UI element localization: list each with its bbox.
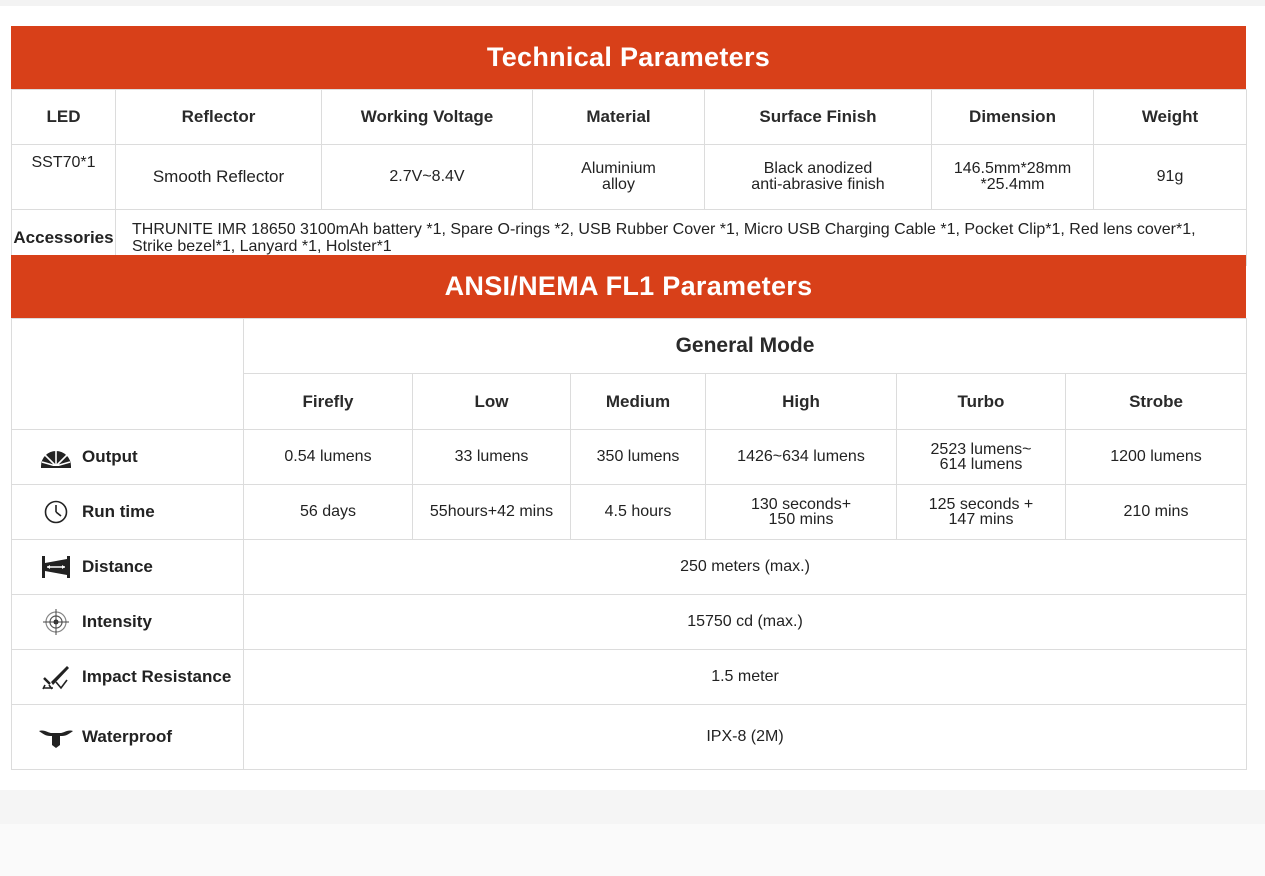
top-strip <box>0 0 1265 6</box>
value-led <box>12 145 116 210</box>
output-row <box>12 430 1247 485</box>
impact-label: Impact Resistance <box>82 667 232 686</box>
distance-icon <box>36 553 76 581</box>
output-firefly: 0.54 lumens <box>244 430 413 485</box>
technical-header-row <box>12 90 1247 145</box>
runtime-firefly: 56 days <box>244 485 413 540</box>
general-mode-row <box>12 319 1247 374</box>
finish-line-2: anti-abrasive finish <box>751 176 885 193</box>
accessories-line-1: THRUNITE IMR 18650 3100mAh battery *1, Spare O-rings *2, USB Rubber Cover *1, Micro USB Charging Cable *1, Pocket Clip*1, Red lens cover*1, <box>132 220 1196 238</box>
value-reflector <box>116 145 322 210</box>
runtime-turbo-line-2: 147 mins <box>948 511 1014 528</box>
finish-line-1: Black anodized <box>763 160 873 177</box>
runtime-medium: 4.5 hours <box>571 485 706 540</box>
output-turbo-line-1: 2523 lumens~ <box>930 441 1032 458</box>
header-working-voltage: Working Voltage <box>322 90 533 145</box>
bottom-strip <box>0 790 1265 824</box>
runtime-high-line-2: 150 mins <box>768 511 834 528</box>
waterproof-label-cell <box>12 705 244 770</box>
output-low: 33 lumens <box>413 430 571 485</box>
distance-row <box>12 540 1247 595</box>
mode-strobe: Strobe <box>1066 374 1247 430</box>
dimension-line-1: 146.5mm*28mm <box>953 160 1072 177</box>
runtime-low: 55hours+42 mins <box>413 485 571 540</box>
impact-value: 1.5 meter <box>244 650 1247 705</box>
technical-parameters-title: Technical Parameters <box>486 42 771 72</box>
reflector-value: Smooth Reflector <box>152 167 285 186</box>
output-icon <box>36 443 76 471</box>
ansi-parameters-table <box>11 318 1247 770</box>
output-medium: 350 lumens <box>571 430 706 485</box>
mode-low: Low <box>413 374 571 430</box>
technical-value-row <box>12 145 1247 210</box>
distance-label: Distance <box>82 557 153 576</box>
runtime-row <box>12 485 1247 540</box>
impact-icon <box>36 663 76 691</box>
output-turbo-line-2: 614 lumens <box>939 456 1023 473</box>
accessories-line-2: Strike bezel*1, Lanyard *1, Holster*1 <box>132 237 392 255</box>
runtime-high-line-1: 130 seconds+ <box>750 496 852 513</box>
led-value: SST70*1 <box>31 154 96 171</box>
impact-label-cell <box>12 650 244 705</box>
technical-parameters-banner <box>11 26 1246 89</box>
mode-turbo: Turbo <box>897 374 1066 430</box>
distance-label-cell <box>12 540 244 595</box>
header-weight: Weight <box>1094 90 1247 145</box>
intensity-row <box>12 595 1247 650</box>
output-high: 1426~634 lumens <box>706 430 897 485</box>
intensity-value: 15750 cd (max.) <box>244 595 1247 650</box>
material-line-1: Aluminium <box>581 160 656 177</box>
output-label: Output <box>82 447 138 466</box>
voltage-value: 2.7V~8.4V <box>389 168 465 185</box>
waterproof-icon <box>36 723 76 751</box>
runtime-turbo <box>897 485 1066 540</box>
value-weight <box>1094 145 1247 210</box>
bottom-area <box>0 824 1265 876</box>
header-reflector: Reflector <box>116 90 322 145</box>
runtime-label: Run time <box>82 502 155 521</box>
intensity-label-cell <box>12 595 244 650</box>
intensity-label: Intensity <box>82 612 152 631</box>
output-strobe: 1200 lumens <box>1066 430 1247 485</box>
impact-row <box>12 650 1247 705</box>
ansi-parameters-title: ANSI/NEMA FL1 Parameters <box>444 271 813 301</box>
header-material: Material <box>533 90 705 145</box>
mode-high: High <box>706 374 897 430</box>
material-line-2: alloy <box>602 176 635 193</box>
value-material <box>533 145 705 210</box>
distance-value: 250 meters (max.) <box>244 540 1247 595</box>
header-surface-finish: Surface Finish <box>705 90 932 145</box>
header-dimension: Dimension <box>932 90 1094 145</box>
output-turbo <box>897 430 1066 485</box>
waterproof-row <box>12 705 1247 770</box>
waterproof-label: Waterproof <box>82 727 173 746</box>
runtime-label-cell <box>12 485 244 540</box>
dimension-line-2: *25.4mm <box>980 176 1045 193</box>
weight-value: 91g <box>1156 168 1184 185</box>
clock-icon <box>36 498 76 526</box>
value-surface-finish <box>705 145 932 210</box>
value-dimension <box>932 145 1094 210</box>
technical-parameters-table <box>11 89 1247 266</box>
value-working-voltage <box>322 145 533 210</box>
mode-firefly: Firefly <box>244 374 413 430</box>
runtime-turbo-line-1: 125 seconds + <box>928 496 1034 513</box>
general-mode-title: General Mode <box>244 319 1247 374</box>
runtime-high <box>706 485 897 540</box>
target-icon <box>36 608 76 636</box>
ansi-parameters-banner <box>11 255 1246 318</box>
accessories-label: Accessories <box>12 210 116 266</box>
output-label-cell <box>12 430 244 485</box>
mode-medium: Medium <box>571 374 706 430</box>
runtime-strobe: 210 mins <box>1066 485 1247 540</box>
corner-blank-cell <box>12 319 244 430</box>
header-led: LED <box>12 90 116 145</box>
waterproof-value: IPX-8 (2M) <box>244 705 1247 770</box>
